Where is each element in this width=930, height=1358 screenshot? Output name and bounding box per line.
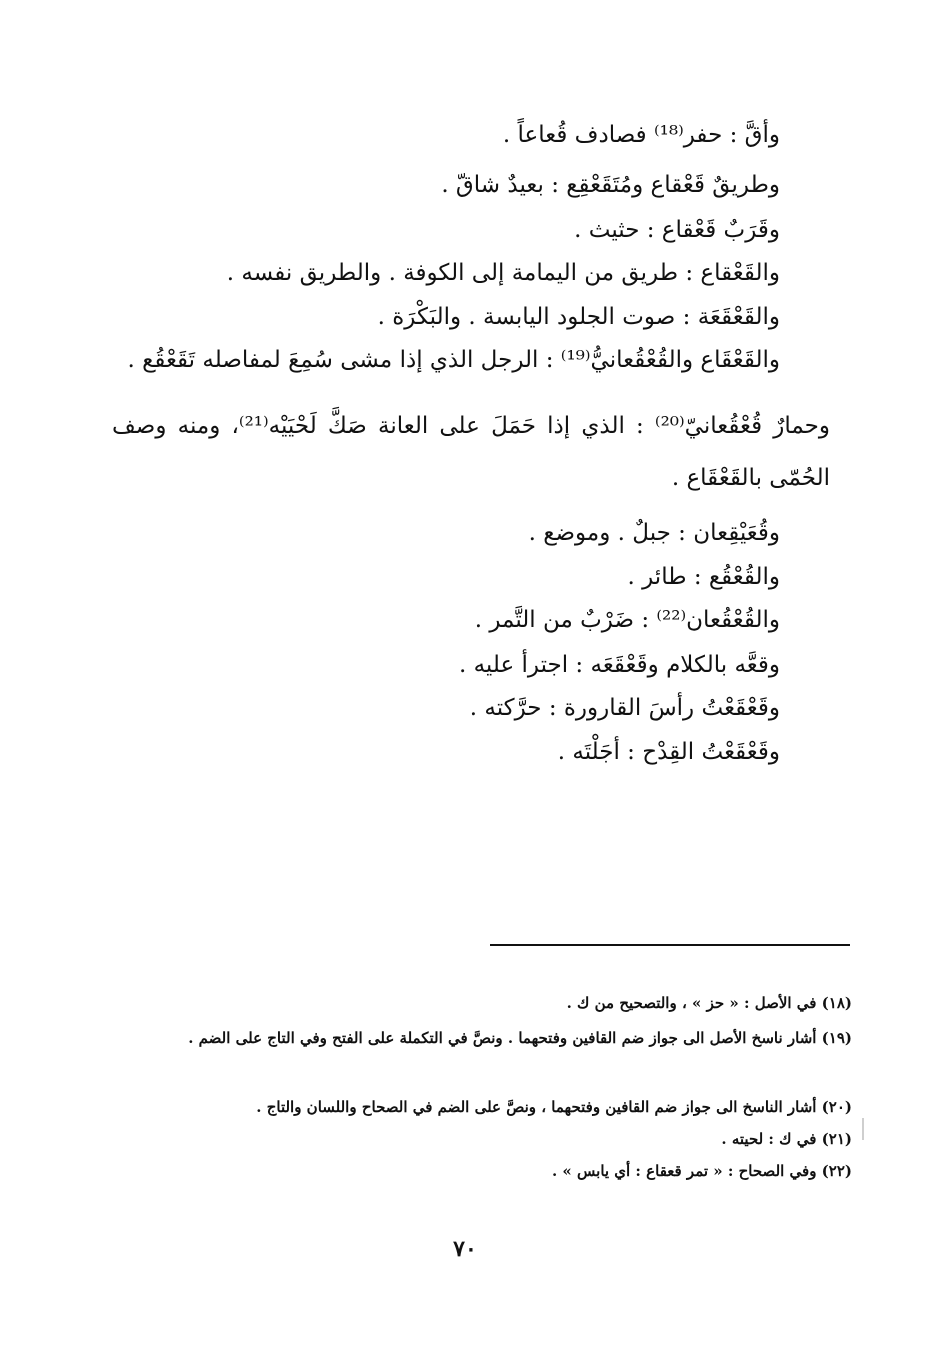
footnote-20: (٢٠) أشار الناسخ الى جواز ضم القافين وفتحهما ، ونصَّ على الضم في الصحاح واللسان والتاج . [256, 1098, 852, 1116]
scan-artifact [862, 1118, 864, 1140]
entry-line-5: والقَعْقَعَة : صوت الجلود اليابسة . والبَكْرَة . [377, 304, 780, 330]
entry-line-1: وأقَّ : حفر⁽¹⁸⁾ فصادف قُعاعاً . [502, 122, 780, 148]
entry-line-7: وقُعَيْقِعان : جبلٌ . وموضع . [528, 520, 780, 546]
entry-line-11: وقَعْقَعْتُ رأسَ القارورة : حرَّكته . [469, 695, 780, 721]
entry-line-8: والقُعْقُع : طائر . [627, 564, 780, 590]
entry-line-9: والقُعْقُعان⁽²²⁾ : ضَرْبٌ من التَّمر . [474, 607, 780, 633]
footnote-21: (٢١) في ك : لحيته . [721, 1130, 852, 1148]
entry-line-10: وقعَّه بالكلام وقَعْقَعَه : اجترأ عليه . [458, 652, 780, 678]
footnote-separator [490, 944, 850, 946]
entry-line-6: والقَعْقَاع والقُعْقُعانيُّ⁽¹⁹⁾ : الرجل الذي إذا مشى سُمِعَ لمفاصله تَقَعْقُع . [127, 347, 780, 373]
entry-line-12: وقَعْقَعْتُ القِدْح : أجَلْتَه . [557, 739, 780, 765]
entry-line-4: والقَعْقاع : طريق من اليمامة إلى الكوفة . والطريق نفسه . [226, 260, 780, 286]
footnote-19: (١٩) أشار ناسخ الأصل الى جواز ضم القافين وفتحهما . ونصَّ في التكملة على الفتح وفي التاج على الضم . [188, 1029, 852, 1047]
footnote-22: (٢٢) وفي الصحاح : « تمر قعقاع : أي يابس » . [551, 1162, 852, 1180]
entry-paragraph: وحمارٌ قُعْقُعانيّ⁽²⁰⁾ : الذي إذا حَمَلَ على العانة صَكَّ لَحْيَيْه⁽²¹⁾، ومنه وصف الحُمّى بالقَعْقَاع . [112, 413, 830, 491]
entry-line-2: وطريقٌ قَعْقاع ومُتَقَعْقِع : بعيدٌ شاقّ . [441, 172, 780, 198]
page-number: ٧٠ [453, 1236, 477, 1262]
entry-line-3: وقَرَبٌ قَعْقاع : حثيث . [574, 217, 780, 243]
footnote-18: (١٨) في الأصل : « حز » ، والتصحيح من ك . [566, 994, 852, 1012]
